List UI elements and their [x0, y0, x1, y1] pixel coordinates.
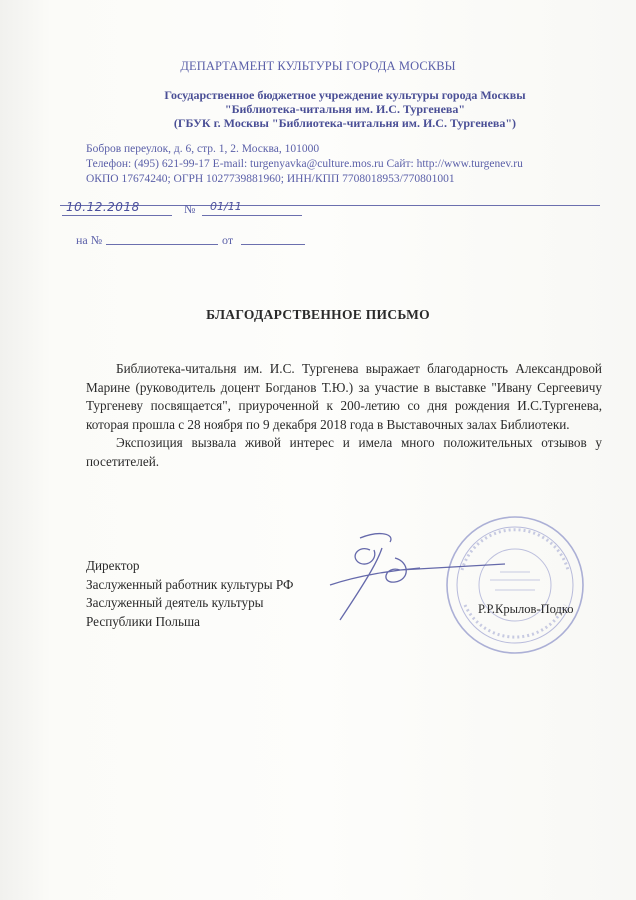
- address-line: Бобров переулок, д. 6, стр. 1, 2. Москва, 101000: [86, 143, 320, 155]
- outgoing-date: 10.12.2018: [66, 200, 140, 214]
- signer-position-1: Директор: [86, 558, 140, 573]
- reference-number-label: на №: [76, 233, 103, 247]
- letter-body: [86, 360, 602, 472]
- signer-name: Р.Р.Крылов-Подко: [478, 602, 574, 616]
- contacts-block: [86, 142, 606, 187]
- phone-email-site-line: Телефон: (495) 621-99-17 E-mail: turgenyavka@culture.mos.ru Сайт: http://www.turgenev.ru: [86, 158, 523, 170]
- signer-position-2: Заслуженный работник культуры РФ: [86, 576, 294, 592]
- reference-date-underline: [241, 244, 305, 245]
- institution-line-1: Государственное бюджетное учреждение культуры города Москвы: [164, 88, 526, 102]
- reference-number-underline: [106, 244, 218, 245]
- institution-line-2: "Библиотека-читальня им. И.С. Тургенева": [224, 102, 466, 116]
- body-paragraph-1: Библиотека-читальня им. И.С. Тургенева выражает благодарность Александровой Марине (руководитель доцент Богданов Т.Ю.) за участие в выставке "Ивану Сергеевичу Тургеневу посвящается", приуроченной к 200-летию со дня рождения И.С.Тургенева, которая прошла с 28 ноября по 9 декабря 2018 года в Выставочных залах Библиотеки.: [86, 361, 602, 432]
- signer-position-3: Заслуженный деятель культуры: [86, 595, 264, 611]
- reference-line: [76, 233, 336, 251]
- outgoing-date-number: [62, 200, 312, 220]
- date-underline: [62, 215, 172, 216]
- department-name: ДЕПАРТАМЕНТ КУЛЬТУРЫ ГОРОДА МОСКВЫ: [180, 59, 456, 73]
- signer-position-4: Республики Польша: [86, 613, 200, 629]
- signature-block: [86, 557, 386, 631]
- institution-block: [95, 88, 595, 130]
- institution-line-3: (ГБУК г. Москвы "Библиотека-читальня им. И.С. Тургенева"): [173, 116, 517, 130]
- letter-title: БЛАГОДАРСТВЕННОЕ ПИСЬМО: [206, 307, 430, 322]
- number-underline: [202, 215, 302, 216]
- outgoing-number: 01/11: [210, 200, 242, 213]
- registry-line: ОКПО 17674240; ОГРН 1027739881960; ИНН/КПП 7708018953/770801001: [86, 173, 455, 185]
- number-label: №: [184, 202, 196, 216]
- body-paragraph-2: Экспозиция вызвала живой интерес и имела много положительных отзывов у посетителей.: [86, 435, 602, 469]
- reference-date-label: от: [222, 233, 234, 247]
